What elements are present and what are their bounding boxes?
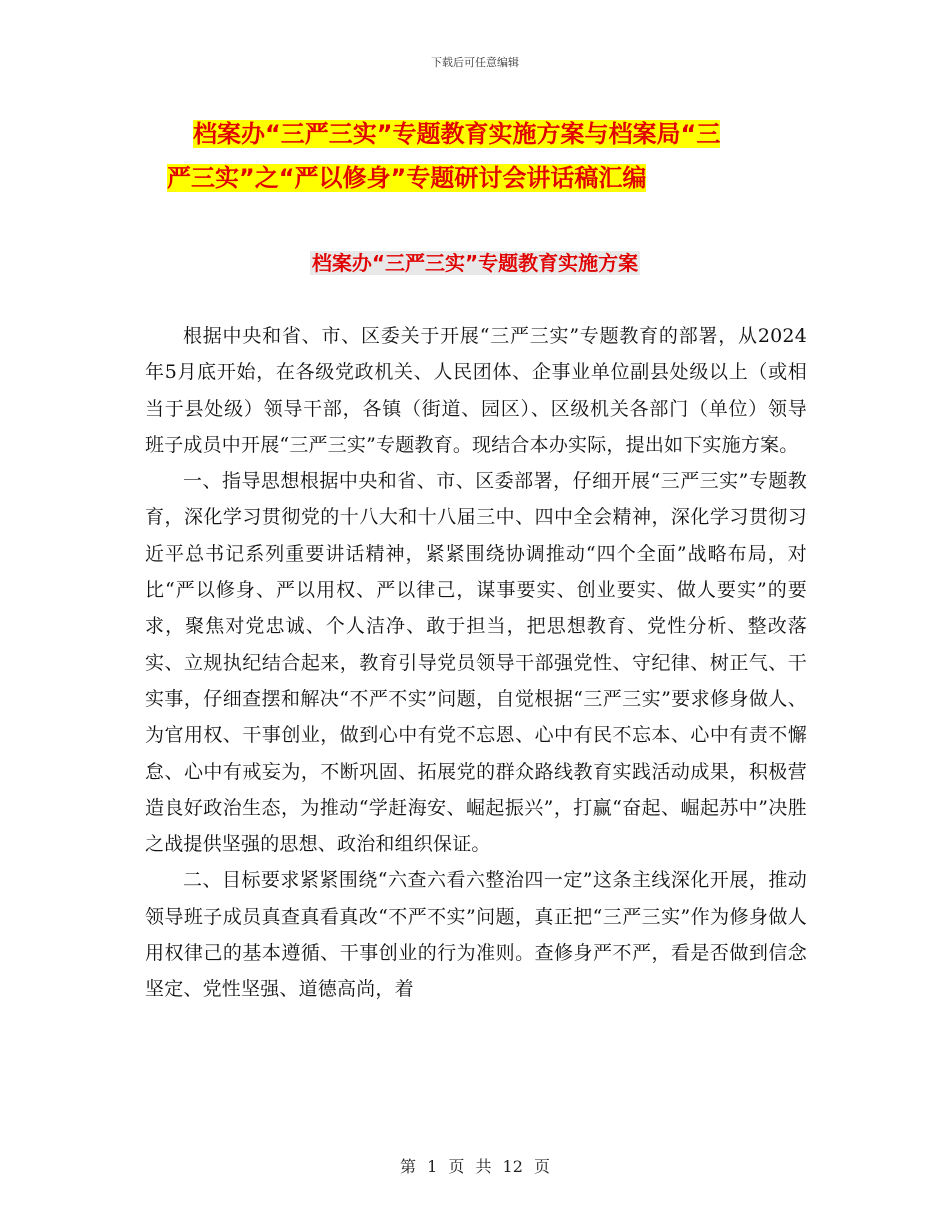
- section-title-text: 档案办“三严三实”专题教育实施方案: [311, 251, 639, 275]
- title-line-1: [145, 112, 845, 156]
- paragraph-objectives: 二、目标要求紧紧围绕“六查六看六整治四一定”这条主线深化开展，推动领导班子成员真查真看真改“不严不实”问题，真正把“三严三实”作为修身做人用权律己的基本遵循、干事创业的行为准则。查修身严不严，看是否做到信念坚定、党性坚强、道德高尚，着: [145, 869, 807, 1001]
- section-title: [0, 248, 950, 278]
- document-body: [145, 318, 807, 1008]
- paragraph-guiding-ideology: 一、指导思想根据中央和省、市、区委部署，仔细开展“三严三实”专题教育，深化学习贯彻党的十八大和十八届三中、四中全会精神，深化学习贯彻习近平总书记系列重要讲话精神，紧紧围绕协调推动“四个全面”战略布局，对比“严以修身、严以用权、严以律己，谋事要实、创业要实、做人要实”的要求，聚焦对党忠诚、个人洁净、敢于担当，把思想教育、党性分析、整改落实、立规执纪结合起来，教育引导党员领导干部强党性、守纪律、树正气、干实事，仔细查摆和解决“不严不实”问题，自觉根据“三严三实”要求修身做人、为官用权、干事创业，做到心中有党不忘恩、心中有民不忘本、心中有责不懈怠、心中有戒妄为，不断巩固、拓展党的群众路线教育实践活动成果，积极营造良好政治生态，为推动“学赶海安、崛起振兴”，打赢“奋起、崛起苏中”决胜之战提供坚强的思想、政治和组织保证。: [145, 470, 807, 856]
- paragraph-intro: 根据中央和省、市、区委关于开展“三严三实”专题教育的部署，从2024年5月底开始，在各级党政机关、人民团体、企事业单位副县处级以上（或相当于县处级）领导干部，各镇（街道、园区）、区级机关各部门（单位）领导班子成员中开展“三严三实”专题教育。现结合本办实际，提出如下实施方案。: [145, 325, 807, 456]
- title-line-2: [145, 156, 845, 200]
- title-line-1-text: 档案办“三严三实”专题教育实施方案与档案局“三: [193, 120, 721, 148]
- page-footer: 第 1 页 共 12 页: [400, 1157, 550, 1176]
- document-title: [145, 112, 845, 200]
- header-note: 下载后可任意编辑: [431, 56, 519, 69]
- title-line-2-text: 严三实”之“严以修身”专题研讨会讲话稿汇编: [167, 164, 647, 192]
